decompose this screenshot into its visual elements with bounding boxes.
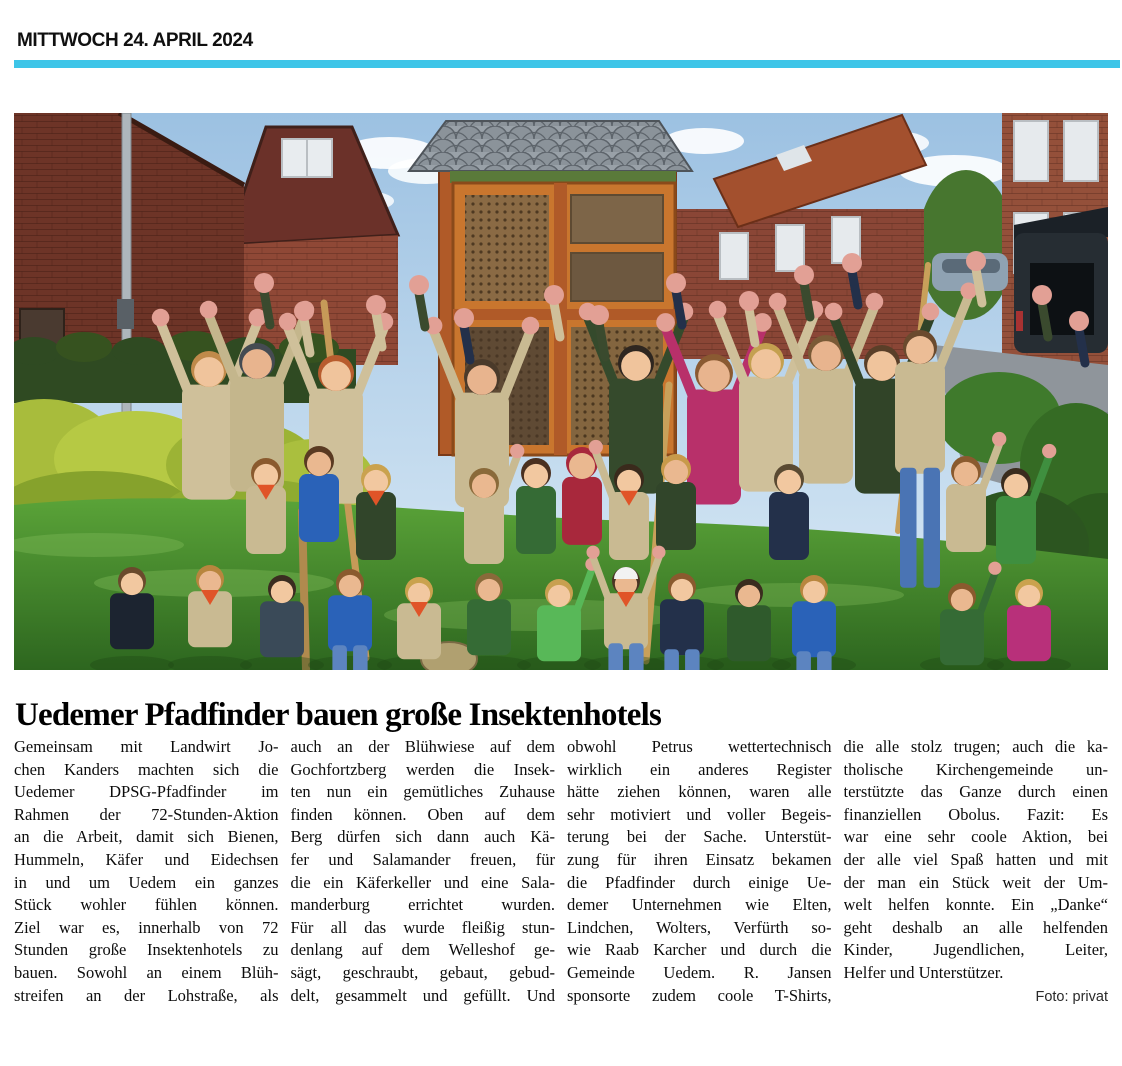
text-line: Helfer und Unterstützer. (843, 962, 1004, 982)
text-line: manderburg errichtet wurden. (290, 895, 555, 915)
article-column-3 (567, 736, 832, 1008)
text-line: Uedemer DPSG-Pfadfinder im (14, 782, 279, 802)
text-line: Ziel war es, innerhalb von 72 (14, 917, 279, 937)
text-line: fer und Salamander freuen, für (290, 849, 555, 869)
text-line: die alle stolz trugen; auch die ka- (843, 737, 1108, 756)
date-line: MITTWOCH 24. APRIL 2024 (17, 30, 253, 51)
text-line: Kinder, Jugendlichen, Leiter, (843, 940, 1108, 960)
text-line: Hummeln, Käfer und Eidechsen (14, 849, 279, 869)
article-headline: Uedemer Pfadfinder bauen große Insektenhotels (15, 697, 662, 734)
text-line: ten nun ein gemütliches Zuhause (290, 782, 555, 802)
text-line: Stunden große Insektenhotels zu (14, 940, 279, 960)
text-line: geht deshalb an alle helfenden (843, 917, 1108, 937)
text-line: sponsorte zudem coole T-Shirts, (567, 985, 832, 1005)
text-line: finden können. Oben auf dem (290, 804, 555, 824)
text-line: auch an der Blühwiese auf dem (290, 737, 555, 756)
text-line: in und um Uedem ein ganzes (14, 872, 279, 892)
text-line: bauen. Sowohl an einem Blüh- (14, 962, 279, 982)
text-line: Gemeinde Uedem. R. Jansen (567, 962, 832, 982)
text-line: sägt, geschraubt, gebaut, gebud- (290, 962, 555, 982)
text-line: terung bei der Sache. Unterstüt- (567, 827, 832, 847)
text-line: welt helfen konnte. Ein „Danke“ (843, 895, 1108, 915)
text-line: wie Raab Karcher und durch die (567, 940, 832, 960)
accent-rule (14, 60, 1120, 68)
text-line: terstützte das Ganze durch einen (843, 782, 1108, 802)
text-line: die Pfadfinder durch einige Ue- (567, 872, 832, 892)
article-column-4 (844, 736, 1109, 1008)
text-line: der man ein Stück weit der Um- (843, 872, 1108, 892)
text-line: Für all das wurde fleißig stun- (290, 917, 555, 937)
text-line: denlang auf dem Welleshof ge- (290, 940, 555, 960)
text-line: die ein Käferkeller und eine Sala- (290, 872, 555, 892)
article-photo (14, 113, 1108, 670)
text-line: Lindchen, Wolters, Verfürth so- (567, 917, 832, 937)
text-line: demer Unternehmen wie Elten, (567, 895, 832, 915)
text-line: Gemeinsam mit Landwirt Jo- (14, 737, 279, 756)
text-line: Berg dürfen sich dann auch Kä- (290, 827, 555, 847)
text-line: der alle viel Spaß hatten und mit (843, 849, 1108, 869)
text-line: Stück wohler fühlen können. (14, 895, 279, 915)
text-line: obwohl Petrus wettertechnisch (567, 737, 832, 756)
text-line: tholische Kirchengemeinde un- (843, 759, 1108, 779)
article-photo-illustration (14, 113, 1108, 670)
text-line: Gochfortzberg werden die Insek- (290, 759, 555, 779)
text-line: zung für ihren Einsatz bekamen (567, 849, 832, 869)
text-line: delt, gesammelt und gefüllt. Und (290, 985, 555, 1005)
text-line: streifen an der Lohstraße, als (14, 985, 279, 1005)
article-column-2 (291, 736, 556, 1008)
photo-credit: Foto: privat (1035, 988, 1108, 1005)
text-line: finanziellen Obolus. Fazit: Es (843, 804, 1108, 824)
text-line: Rahmen der 72-Stunden-Aktion (14, 804, 279, 824)
text-line: sehr motiviert und voller Begeis- (567, 804, 832, 824)
text-line: hätte ziehen können, waren alle (567, 782, 832, 802)
text-line: war eine sehr coole Aktion, bei (843, 827, 1108, 847)
text-line: an die Arbeit, damit sich Bienen, (14, 827, 279, 847)
article-columns (14, 736, 1108, 1008)
article-column-4-lines (844, 736, 1109, 985)
article-column-1 (14, 736, 279, 1008)
text-line: chen Kanders machten sich die (14, 759, 279, 779)
text-line: wirklich ein anderes Register (567, 759, 832, 779)
